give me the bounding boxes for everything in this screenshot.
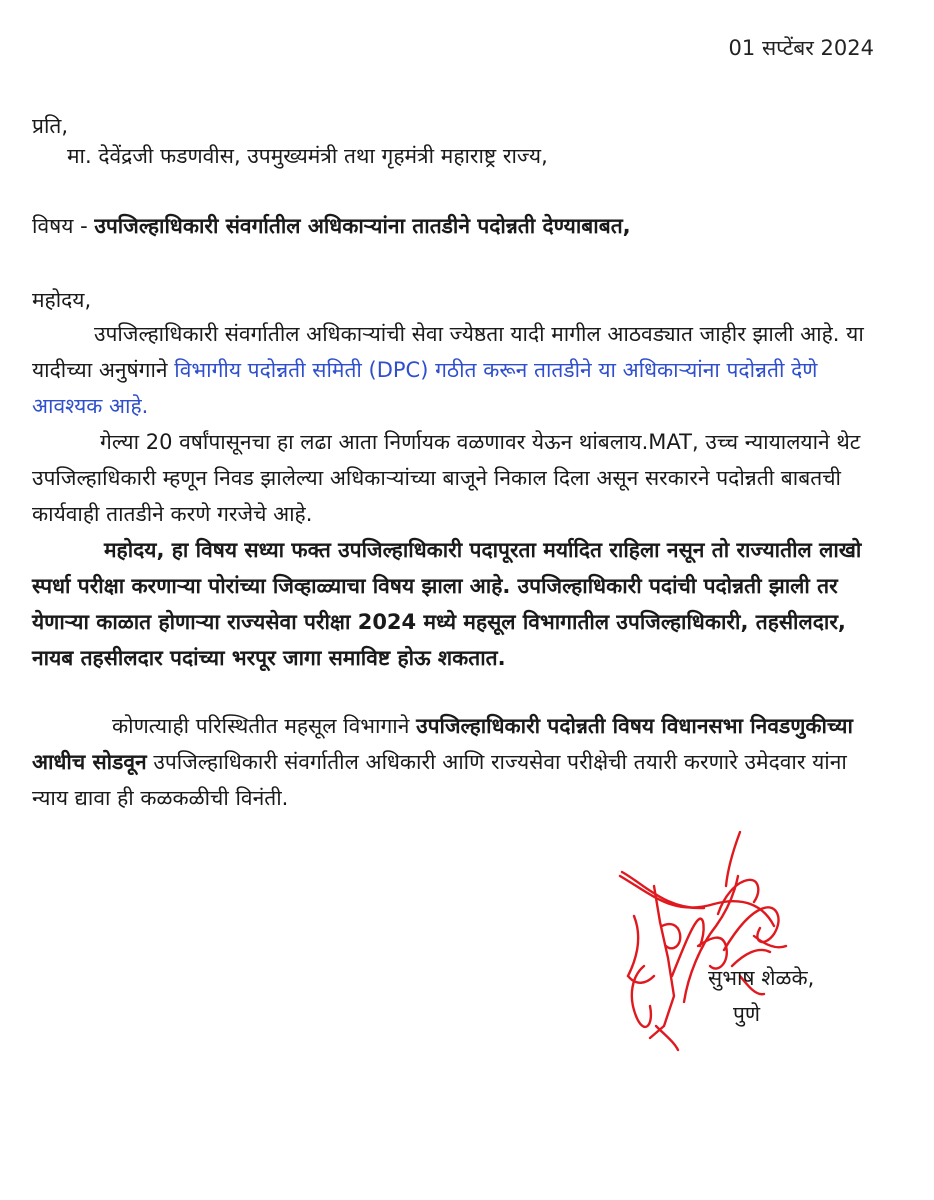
letter-date: 01 सप्टेंबर 2024 bbox=[728, 36, 874, 60]
subject-text: उपजिल्हाधिकारी संवर्गातील अधिकाऱ्यांना तातडीने पदोन्नती देण्याबाबत, bbox=[94, 214, 631, 238]
paragraph-3-text: महोदय, हा विषय सध्या फक्त उपजिल्हाधिकारी पदापूरता मर्यादित राहिला नसून तो राज्यातील लाखो स्पर्धा परीक्षा करणाऱ्या पोरांच्या जिव्हाळ्याचा विषय झाला आहे. उपजिल्हाधिकारी पदांची पदोन्नती झाली तर येणाऱ्या काळात होणाऱ्या राज्यसेवा परीक्षा 2024 मध्ये महसूल विभागातील उपजिल्हाधिकारी, तहसीलदार, नायब तहसीलदार पदांच्या भरपूर जागा समाविष्ट होऊ शकतात. bbox=[32, 538, 862, 670]
handwritten-signature bbox=[614, 826, 794, 1056]
recipient-line: मा. देवेंद्रजी फडणवीस, उपमुख्यमंत्री तथा गृहमंत्री महाराष्ट्र राज्य, bbox=[67, 144, 548, 168]
subject-line bbox=[32, 212, 631, 240]
salutation: महोदय, bbox=[32, 288, 92, 312]
paragraph-3 bbox=[32, 532, 872, 676]
paragraph-4-text-start: कोणत्याही परिस्थितीत महसूल विभागाने bbox=[112, 714, 417, 738]
paragraph-4-bold: उपजिल्हाधिकारी पदोन्नती विषय विधानसभा निवडणुकीच्या आधीच सोडवून bbox=[32, 714, 853, 774]
paragraph-2-text: गेल्या 20 वर्षांपासूनचा हा लढा आता निर्णायक वळणावर येऊन थांबलाय.MAT, उच्च न्यायालयाने थेट उपजिल्हाधिकारी म्हणून निवड झालेल्या अधिकाऱ्यांच्या बाजूने निकाल दिला असून सरकारने पदोन्नती बाबतची कार्यवाही तातडीने करणे गरजेचे आहे. bbox=[32, 430, 861, 526]
paragraph-1-highlight: विभागीय पदोन्नती समिती (DPC) गठीत करून तातडीने या अधिकाऱ्यांना पदोन्नती देणे आवश्यक आहे. bbox=[32, 358, 818, 418]
subject-label: विषय - bbox=[32, 214, 95, 238]
paragraph-4 bbox=[32, 708, 872, 816]
paragraph-4-text-end: उपजिल्हाधिकारी संवर्गातील अधिकारी आणि राज्यसेवा परीक्षेची तयारी करणारे उमेदवार यांना न्याय द्यावा ही कळकळीची विनंती. bbox=[32, 750, 847, 810]
signer-city: पुणे bbox=[733, 1002, 761, 1026]
signer-name: सुभाष शेळके, bbox=[708, 966, 815, 990]
paragraph-2 bbox=[32, 424, 872, 532]
paragraph-1-text: उपजिल्हाधिकारी संवर्गातील अधिकाऱ्यांची सेवा ज्येष्ठता यादी मागील आठवड्यात जाहीर झाली आहे. या यादीच्या अनुषंगाने bbox=[32, 322, 864, 382]
paragraph-1 bbox=[32, 316, 872, 424]
to-label: प्रति, bbox=[32, 114, 69, 138]
